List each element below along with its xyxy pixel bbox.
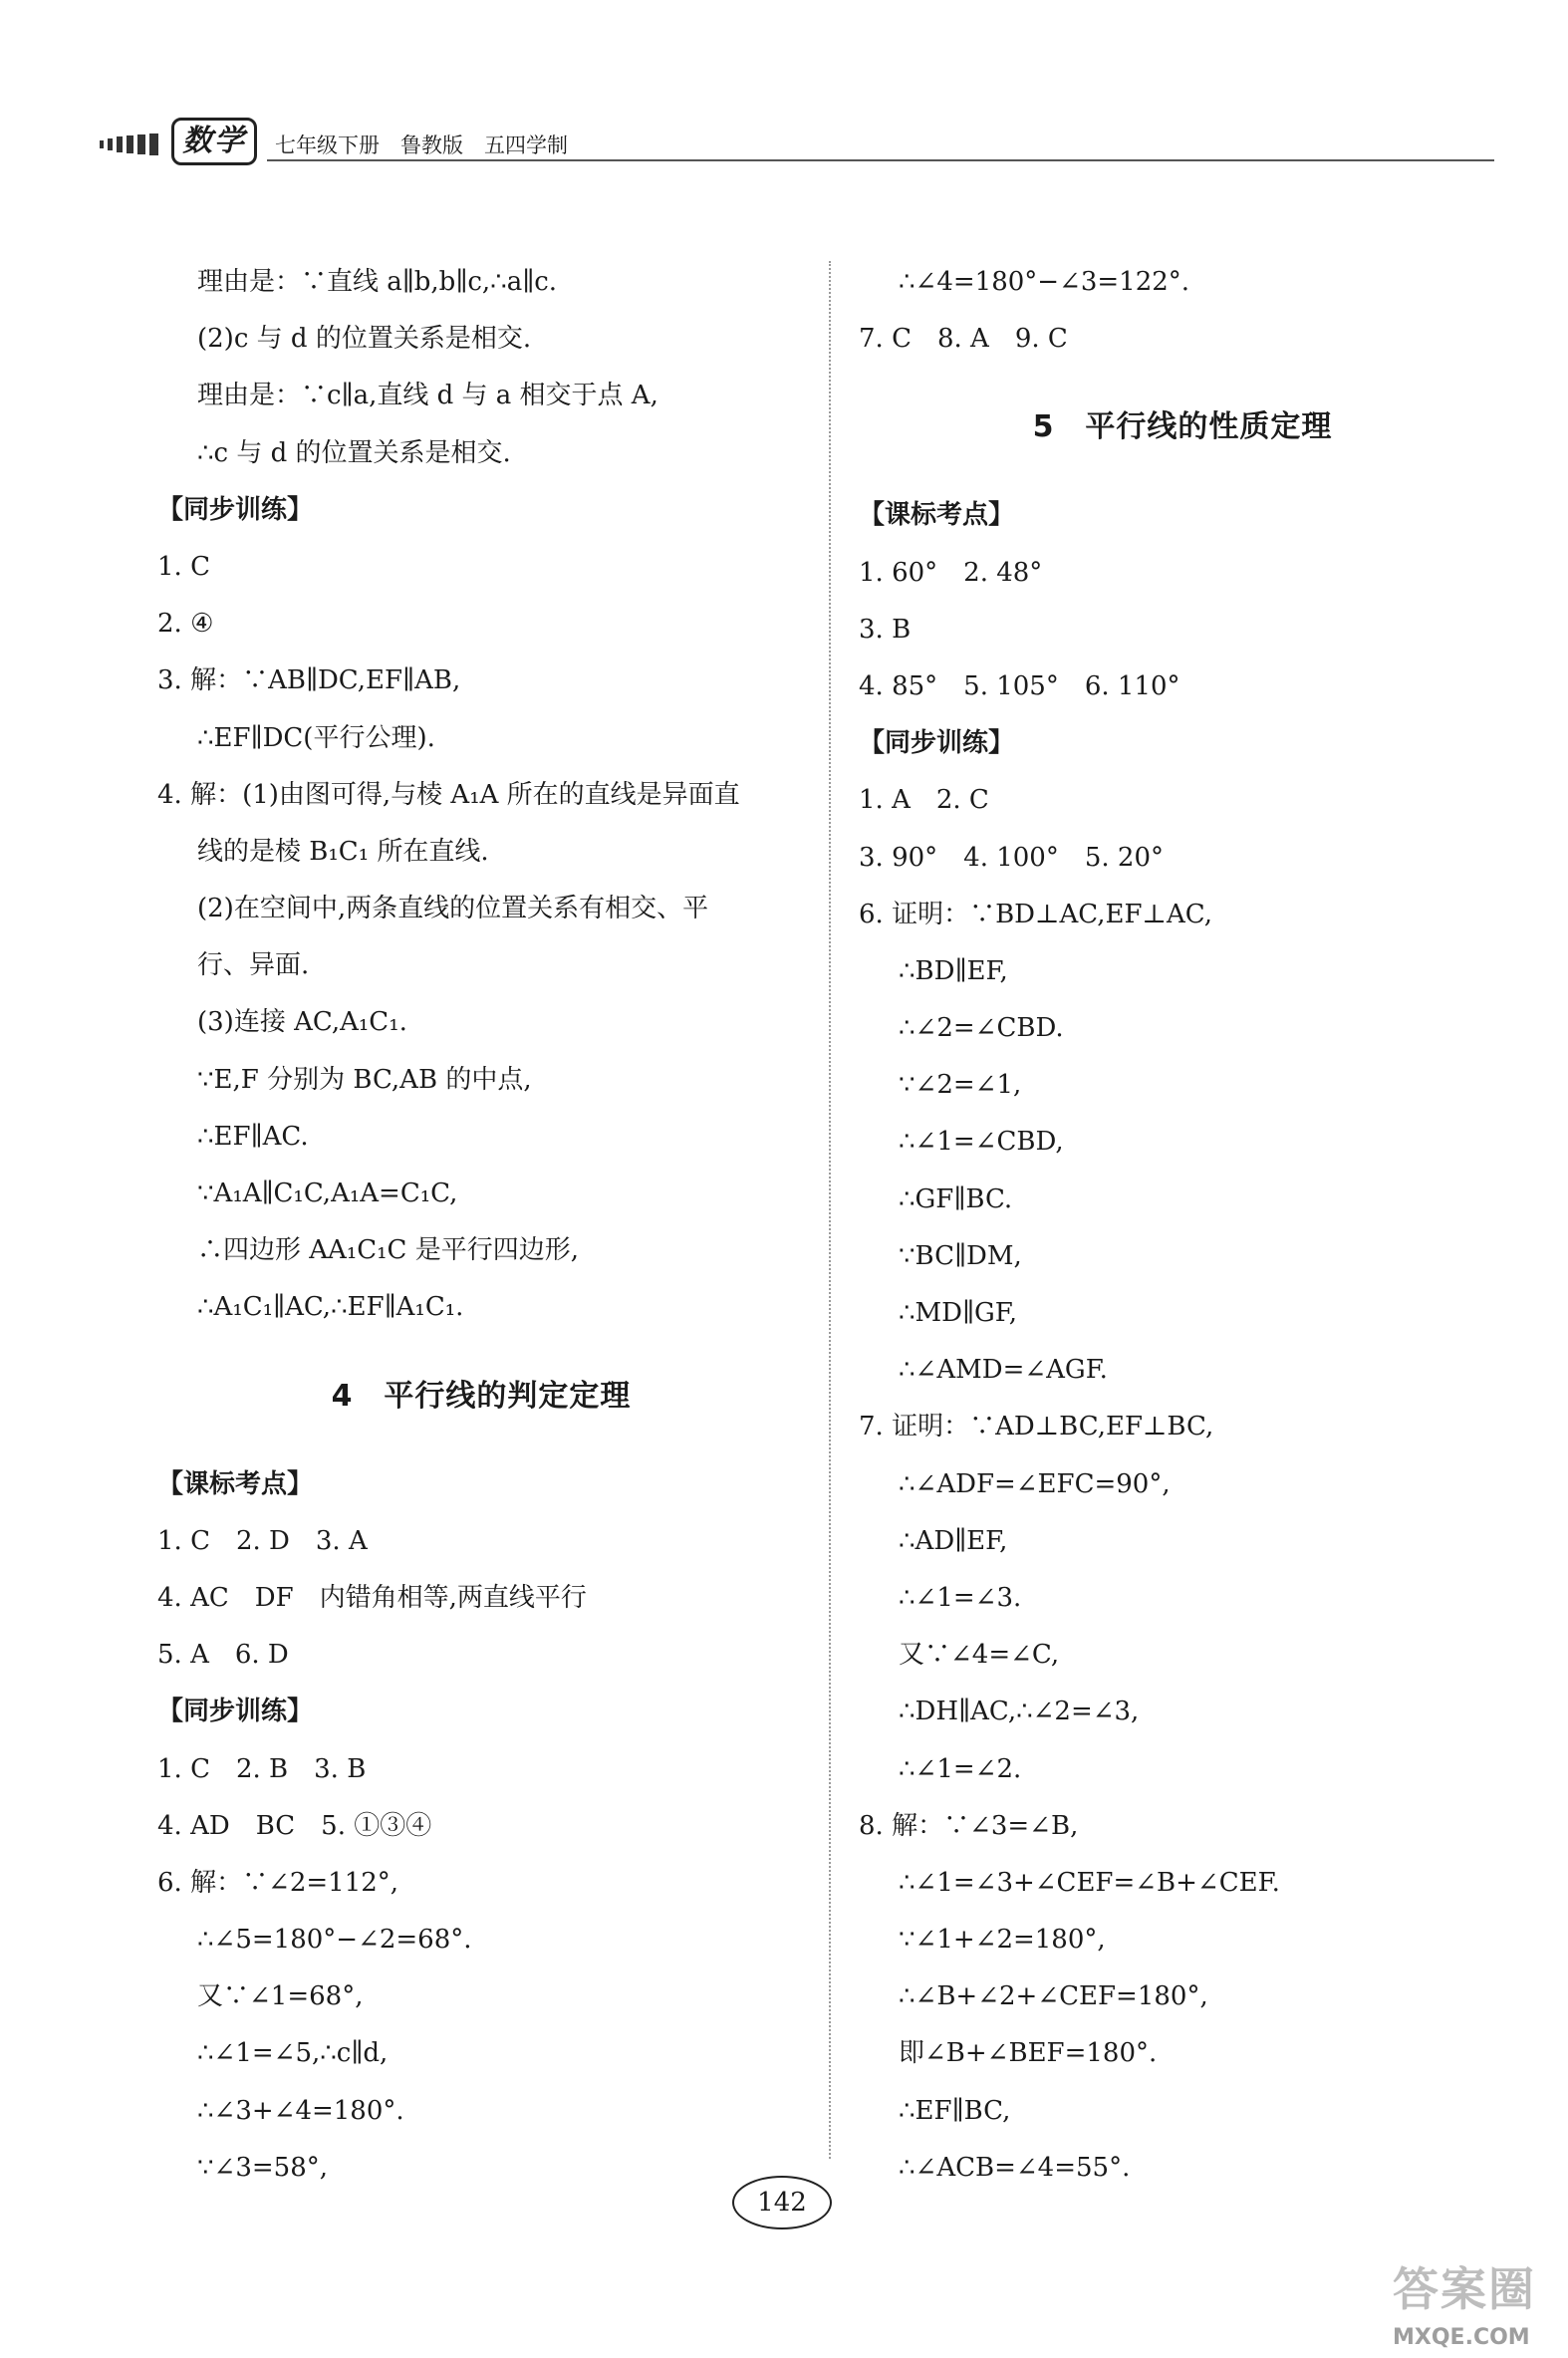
- answer-line: ∴∠1=∠5,∴c∥d,: [197, 2038, 389, 2069]
- answer-line: 6. 解：∵∠2=112°,: [157, 1867, 399, 1898]
- watermark-logo: [1393, 2253, 1552, 2353]
- answer-line: (2)在空间中,两条直线的位置关系有相交、平: [197, 894, 709, 924]
- answer-line: 2. ④: [157, 609, 214, 640]
- answer-line: ∴∠1=∠3.: [899, 1582, 1022, 1613]
- answer-line: 4. 85° 5. 105° 6. 110°: [859, 670, 1180, 701]
- answer-line: 理由是：∵直线 a∥b,b∥c,∴a∥c.: [197, 267, 558, 297]
- answer-line: 1. C: [157, 551, 210, 582]
- header-rule: [267, 159, 1494, 161]
- left-column: [157, 254, 805, 2197]
- answer-line: 又∵∠4=∠C,: [899, 1640, 1060, 1671]
- answer-line: ∴EF∥AC.: [197, 1121, 309, 1152]
- answer-line: 4. 解：(1)由图可得,与棱 A₁A 所在的直线是异面直: [157, 779, 740, 810]
- answer-line: ∴∠AMD=∠AGF.: [899, 1355, 1108, 1386]
- answer-line: ∴MD∥GF,: [899, 1298, 1018, 1328]
- answer-line: ∵∠1+∠2=180°,: [899, 1925, 1106, 1956]
- section-title: 5 平行线的性质定理: [1032, 409, 1333, 445]
- answer-line: ∴∠3+∠4=180°.: [197, 2095, 404, 2126]
- answer-line: 4. AD BC 5. ①③④: [157, 1810, 432, 1841]
- watermark-text: 答案圈: [1393, 2262, 1536, 2316]
- answer-line: ∴∠1=∠3+∠CEF=∠B+∠CEF.: [899, 1867, 1280, 1898]
- answer-line: 7. 证明：∵AD⊥BC,EF⊥BC,: [859, 1412, 1214, 1442]
- answer-line: 行、异面.: [197, 950, 310, 981]
- right-column: [859, 254, 1506, 2197]
- section-tag: 【同步训练】: [157, 1697, 314, 1727]
- watermark-url: MXQE.COM: [1393, 2325, 1530, 2350]
- answer-line: ∴四边形 AA₁C₁C 是平行四边形,: [197, 1235, 579, 1266]
- answer-line: ∴DH∥AC,∴∠2=∠3,: [899, 1697, 1140, 1727]
- answer-line: 4. AC DF 内错角相等,两直线平行: [157, 1582, 587, 1613]
- section-tag: 【同步训练】: [859, 728, 1015, 759]
- answer-line: 1. A 2. C: [859, 785, 989, 816]
- answer-line: 3. 解：∵AB∥DC,EF∥AB,: [157, 665, 461, 696]
- answer-line: (3)连接 AC,A₁C₁.: [197, 1007, 407, 1038]
- section-tag: 【课标考点】: [157, 1468, 314, 1499]
- answer-line: ∴∠1=∠2.: [899, 1753, 1022, 1784]
- page-header: [100, 118, 1494, 177]
- header-ornament-icon: [100, 133, 169, 155]
- answer-line: ∴A₁C₁∥AC,∴EF∥A₁C₁.: [197, 1292, 464, 1323]
- section-tag: 【课标考点】: [859, 500, 1015, 531]
- answer-line: ∴∠4=180°−∠3=122°.: [899, 267, 1190, 297]
- answer-line: ∴∠1=∠CBD,: [899, 1127, 1064, 1158]
- answer-line: ∴EF∥DC(平行公理).: [197, 722, 435, 753]
- answer-line: 5. A 6. D: [157, 1640, 289, 1671]
- answer-line: 理由是：∵c∥a,直线 d 与 a 相交于点 A,: [197, 381, 658, 411]
- section-title: 4 平行线的判定定理: [331, 1378, 632, 1414]
- answer-line: ∴BD∥EF,: [899, 955, 1008, 986]
- answer-line: ∴∠ACB=∠4=55°.: [899, 2152, 1131, 2183]
- answer-line: ∵A₁A∥C₁C,A₁A=C₁C,: [197, 1179, 458, 1208]
- answer-line: ∴GF∥BC.: [899, 1183, 1013, 1214]
- answer-line: 1. C 2. D 3. A: [157, 1525, 368, 1556]
- answer-line: 8. 解：∵∠3=∠B,: [859, 1810, 1079, 1841]
- page-number: 142: [732, 2176, 832, 2229]
- answer-line: ∴AD∥EF,: [899, 1525, 1008, 1556]
- answer-line: 3. B: [859, 614, 912, 645]
- column-divider: [829, 261, 831, 2159]
- answer-line: ∴EF∥BC,: [899, 2095, 1011, 2126]
- book-subtitle: 七年级下册 鲁教版 五四学制: [275, 133, 568, 157]
- answer-line: 3. 90° 4. 100° 5. 20°: [859, 842, 1165, 873]
- answer-line: ∵BC∥DM,: [899, 1240, 1022, 1271]
- answer-line: ∵E,F 分别为 BC,AB 的中点,: [197, 1064, 532, 1095]
- subject-logo: 数学: [171, 118, 257, 165]
- answer-line: 1. C 2. B 3. B: [157, 1753, 367, 1784]
- answer-line: ∵∠3=58°,: [197, 2152, 329, 2183]
- answer-line: 即∠B+∠BEF=180°.: [899, 2038, 1158, 2069]
- answer-line: ∴∠B+∠2+∠CEF=180°,: [899, 1981, 1208, 2012]
- answer-line: ∵∠2=∠1,: [899, 1070, 1022, 1101]
- section-tag: 【同步训练】: [157, 494, 314, 525]
- answer-line: 线的是棱 B₁C₁ 所在直线.: [197, 836, 489, 867]
- answer-line: (2)c 与 d 的位置关系是相交.: [197, 324, 532, 355]
- answer-line: ∴c 与 d 的位置关系是相交.: [197, 437, 511, 468]
- answer-line: ∴∠5=180°−∠2=68°.: [197, 1925, 472, 1956]
- answer-line: ∴∠ADF=∠EFC=90°,: [899, 1468, 1171, 1499]
- answer-line: 7. C 8. A 9. C: [859, 324, 1068, 355]
- answer-line: 1. 60° 2. 48°: [859, 557, 1043, 588]
- answer-line: 6. 证明：∵BD⊥AC,EF⊥AC,: [859, 899, 1212, 929]
- answer-line: 又∵∠1=68°,: [197, 1981, 364, 2012]
- answer-line: ∴∠2=∠CBD.: [899, 1013, 1064, 1044]
